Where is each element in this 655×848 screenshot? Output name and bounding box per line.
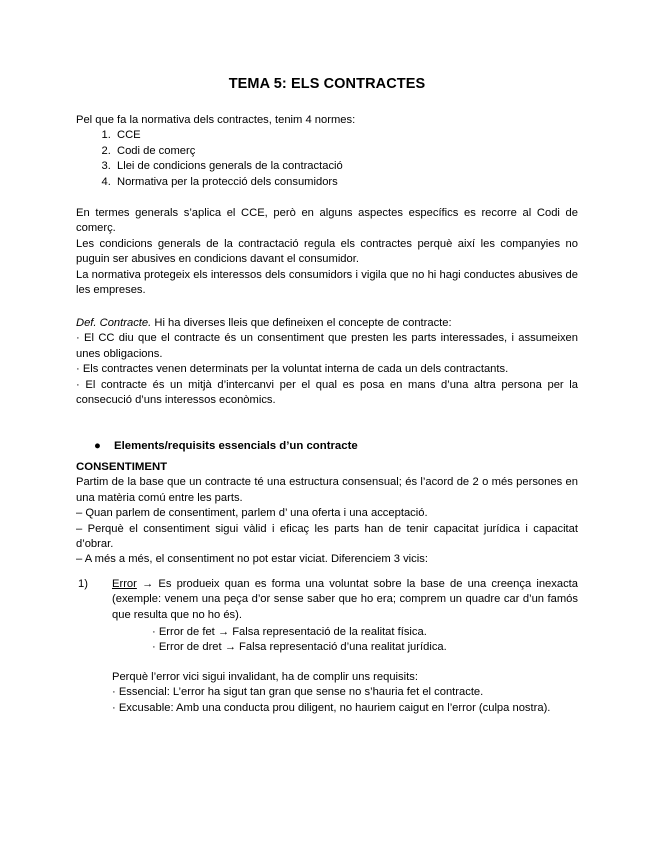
vici-description: Es produeix quan es forma una voluntat sobre la base de una creença inexacta (exemple: venem una peça d’or sense saber que ho era; comprem un quadre car d’un famós que resulta que no ho és).: [112, 578, 579, 621]
intro-text: Pel que fa la normativa dels contractes, tenim 4 normes:: [76, 114, 356, 126]
definition-point: · Els contractes venen determinats per la voluntat interna de cada un dels contractants.: [76, 363, 509, 376]
consentiment-line: – Perquè el consentiment sigui vàlid i eficaç les parts han de tenir capacitat jurídica i capacitat d’obrar.: [76, 522, 578, 551]
error-subtype: · Error de dret → Falsa representació d’una realitat jurídica.: [152, 641, 447, 654]
section-heading: [94, 440, 358, 452]
requirement: · Essencial: L’error ha sigut tan gran que sense no s’hauria fet el contracte.: [112, 686, 484, 699]
consentiment-heading: CONSENTIMENT: [76, 461, 168, 473]
error-subtype: · Error de fet → Falsa representació de la realitat física.: [152, 626, 427, 638]
vici-term: Error: [112, 578, 137, 590]
paragraph: Les condicions generals de la contractació regula els contractes perquè així les companyies no puguin ser abusives en condicions davant el consumidor.: [76, 237, 578, 266]
definition-section: [76, 316, 578, 408]
paragraph: La normativa protegeix els interessos dels consumidors i vigila que no hi hagi conductes abusives de les empreses.: [76, 268, 578, 297]
error-subtypes: [152, 625, 447, 656]
arrow-icon: →: [136, 578, 159, 590]
vici-error: [78, 577, 579, 623]
norms-list: [76, 128, 578, 190]
section-heading-text: Elements/requisits essencials d’un contracte: [114, 440, 358, 452]
requirements-intro: Perquè l’error vici sigui invalidant, ha de complir uns requisits:: [112, 671, 418, 683]
definition-point: · El contracte és un mitjà d’intercanvi per el qual es posa en mans d’una altra persona per la consecució d’uns interessos econòmics.: [76, 378, 578, 407]
consentiment-line: Partim de la base que un contracte té una estructura consensual; és l’acord de 2 o més persones en una matèria comú entre les parts.: [76, 476, 578, 504]
vici-number: 1): [78, 578, 88, 590]
list-item: 1. CCE: [114, 128, 578, 143]
requirement: · Excusable: Amb una conducta prou diligent, no hauriem caigut en l’error (culpa nostra).: [112, 701, 551, 714]
bullet-icon: ●: [94, 440, 101, 452]
paragraph: En termes generals s’aplica el CCE, però en alguns aspectes específics es recorre al Codi de comerç.: [76, 207, 578, 235]
page-title: TEMA 5: ELS CONTRACTES: [228, 76, 426, 92]
list-item: 3. Llei de condicions generals de la contractació: [114, 159, 578, 174]
list-item: 4. Normativa per la protecció dels consumidors: [114, 175, 578, 190]
definition-label: Def. Contracte.: [76, 317, 152, 329]
list-item: 2. Codi de comerç: [114, 144, 578, 159]
consentiment-line: – Quan parlem de consentiment, parlem d’ una oferta i una acceptació.: [76, 507, 428, 520]
general-paragraphs: [76, 206, 578, 298]
norms-section: [76, 113, 578, 190]
error-requirements: [112, 670, 578, 716]
definition-intro: [76, 316, 578, 331]
consentiment-line: – A més a més, el consentiment no pot estar viciat. Diferenciem 3 vicis:: [76, 553, 428, 566]
consentiment-section: [76, 460, 578, 568]
definition-text: Hi ha diverses lleis que defineixen el concepte de contracte:: [151, 317, 452, 329]
definition-point: · El CC diu que el contracte és un consentiment que presten les parts interessades, i assumeixen unes obligacions.: [76, 332, 578, 360]
